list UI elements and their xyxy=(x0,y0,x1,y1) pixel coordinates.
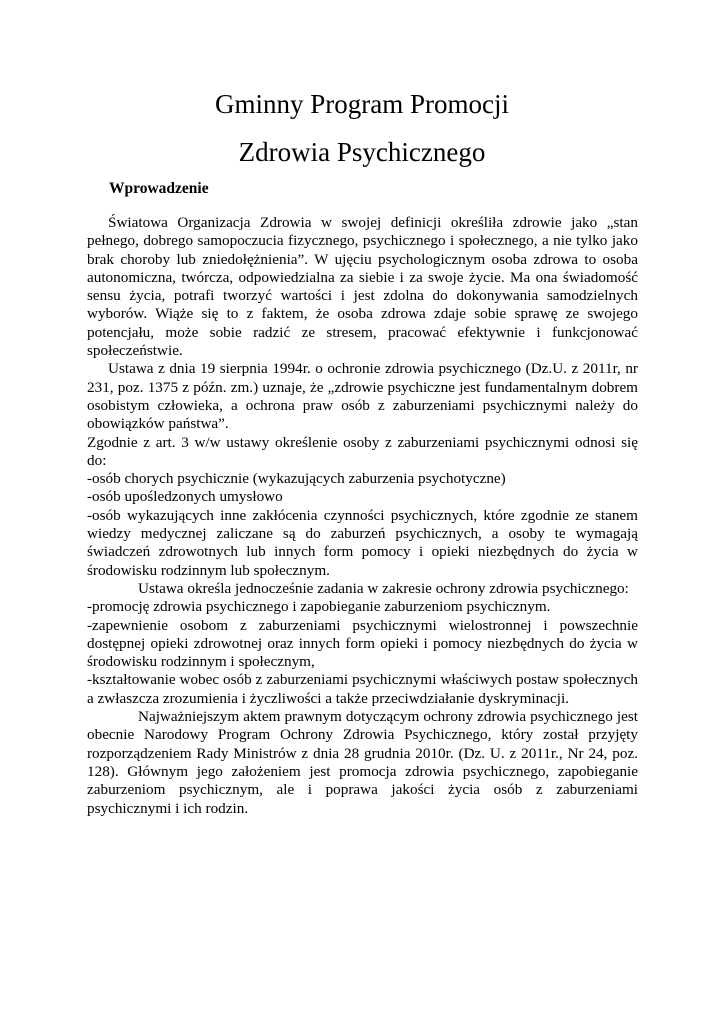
document-title-line1: Gminny Program Promocji xyxy=(215,89,509,119)
list-item: -osób wykazujących inne zakłócenia czynności psychicznych, które zgodnie ze stanem wiedzy medycznej zaliczane są do zaburzeń psychicznych, a osoby te wymagają świadczeń zdrowotnych lub innych form pomocy i opieki niezbędnych do życia w środowisku rodzinnym lub społecznym. xyxy=(87,506,638,579)
paragraph-mental-health-act: Ustawa z dnia 19 sierpnia 1994r. o ochronie zdrowia psychicznego (Dz.U. z 2011r, nr 231, poz. 1375 z późn. zm.) uznaje, że „zdrowie psychiczne jest fundamentalnym dobrem osobistym człowieka, a ochrona praw osób z zaburzeniami psychicznymi należy do obowiązków państwa”. xyxy=(87,360,638,433)
list-item: -kształtowanie wobec osób z zaburzeniami psychicznymi właściwych postaw społecznych a zwłaszcza zrozumienia i życzliwości a także przeciwdziałanie dyskryminacji. xyxy=(87,671,638,707)
section-heading: Wprowadzenie xyxy=(109,180,209,197)
document-body xyxy=(87,214,638,818)
paragraph-act-tasks: Ustawa określa jednocześnie zadania w zakresie ochrony zdrowia psychicznego: xyxy=(138,579,629,597)
list-item: -promocję zdrowia psychicznego i zapobieganie zaburzeniom psychicznym. xyxy=(87,598,551,616)
paragraph-who-definition: Światowa Organizacja Zdrowia w swojej definicji określiła zdrowie jako „stan pełnego, dobrego samopoczucia fizycznego, psychicznego i społecznego, a nie tylko jako brak choroby lub zniedołężnienia”. W ujęciu psychologicznym osoba zdrowa to osoba autonomiczna, twórcza, odpowiedzialna za siebie i za swoje życie. Ma ona świadomość sensu życia, potrafi tworzyć wartości i jest zdolna do dokonywania samodzielnych wyborów. Wiąże się to z faktem, że osoba zdrowa zdaje sobie sprawę ze swojego potencjału, może sobie radzić ze stresem, pracować efektywnie i funkcjonować społeczeństwie. xyxy=(87,214,638,360)
paragraph-art3-intro: Zgodnie z art. 3 w/w ustawy określenie osoby z zaburzeniami psychicznymi odnosi się do: xyxy=(87,433,638,469)
list-item: -osób chorych psychicznie (wykazujących zaburzenia psychotyczne) xyxy=(87,470,506,488)
paragraph-national-program: Najważniejszym aktem prawnym dotyczącym ochrony zdrowia psychicznego jest obecnie Narodowy Program Ochrony Zdrowia Psychicznego, który został przyjęty rozporządzeniem Rady Ministrów z dnia 28 grudnia 2010r. (Dz. U. z 2011r., Nr 24, poz. 128). Głównym jego założeniem jest promocja zdrowia psychicznego, zapobieganie zaburzeniom psychicznym, ale i poprawa jakości życia osób z zaburzeniami psychicznymi i ich rodzin. xyxy=(87,708,638,817)
list-item: -zapewnienie osobom z zaburzeniami psychicznymi wielostronnej i powszechnie dostępnej opieki zdrowotnej oraz innych form opieki i pomocy niezbędnych do życia w środowisku rodzinnym i społecznym, xyxy=(87,616,638,671)
document-title-line2: Zdrowia Psychicznego xyxy=(238,137,486,167)
list-item: -osób upośledzonych umysłowo xyxy=(87,488,283,506)
